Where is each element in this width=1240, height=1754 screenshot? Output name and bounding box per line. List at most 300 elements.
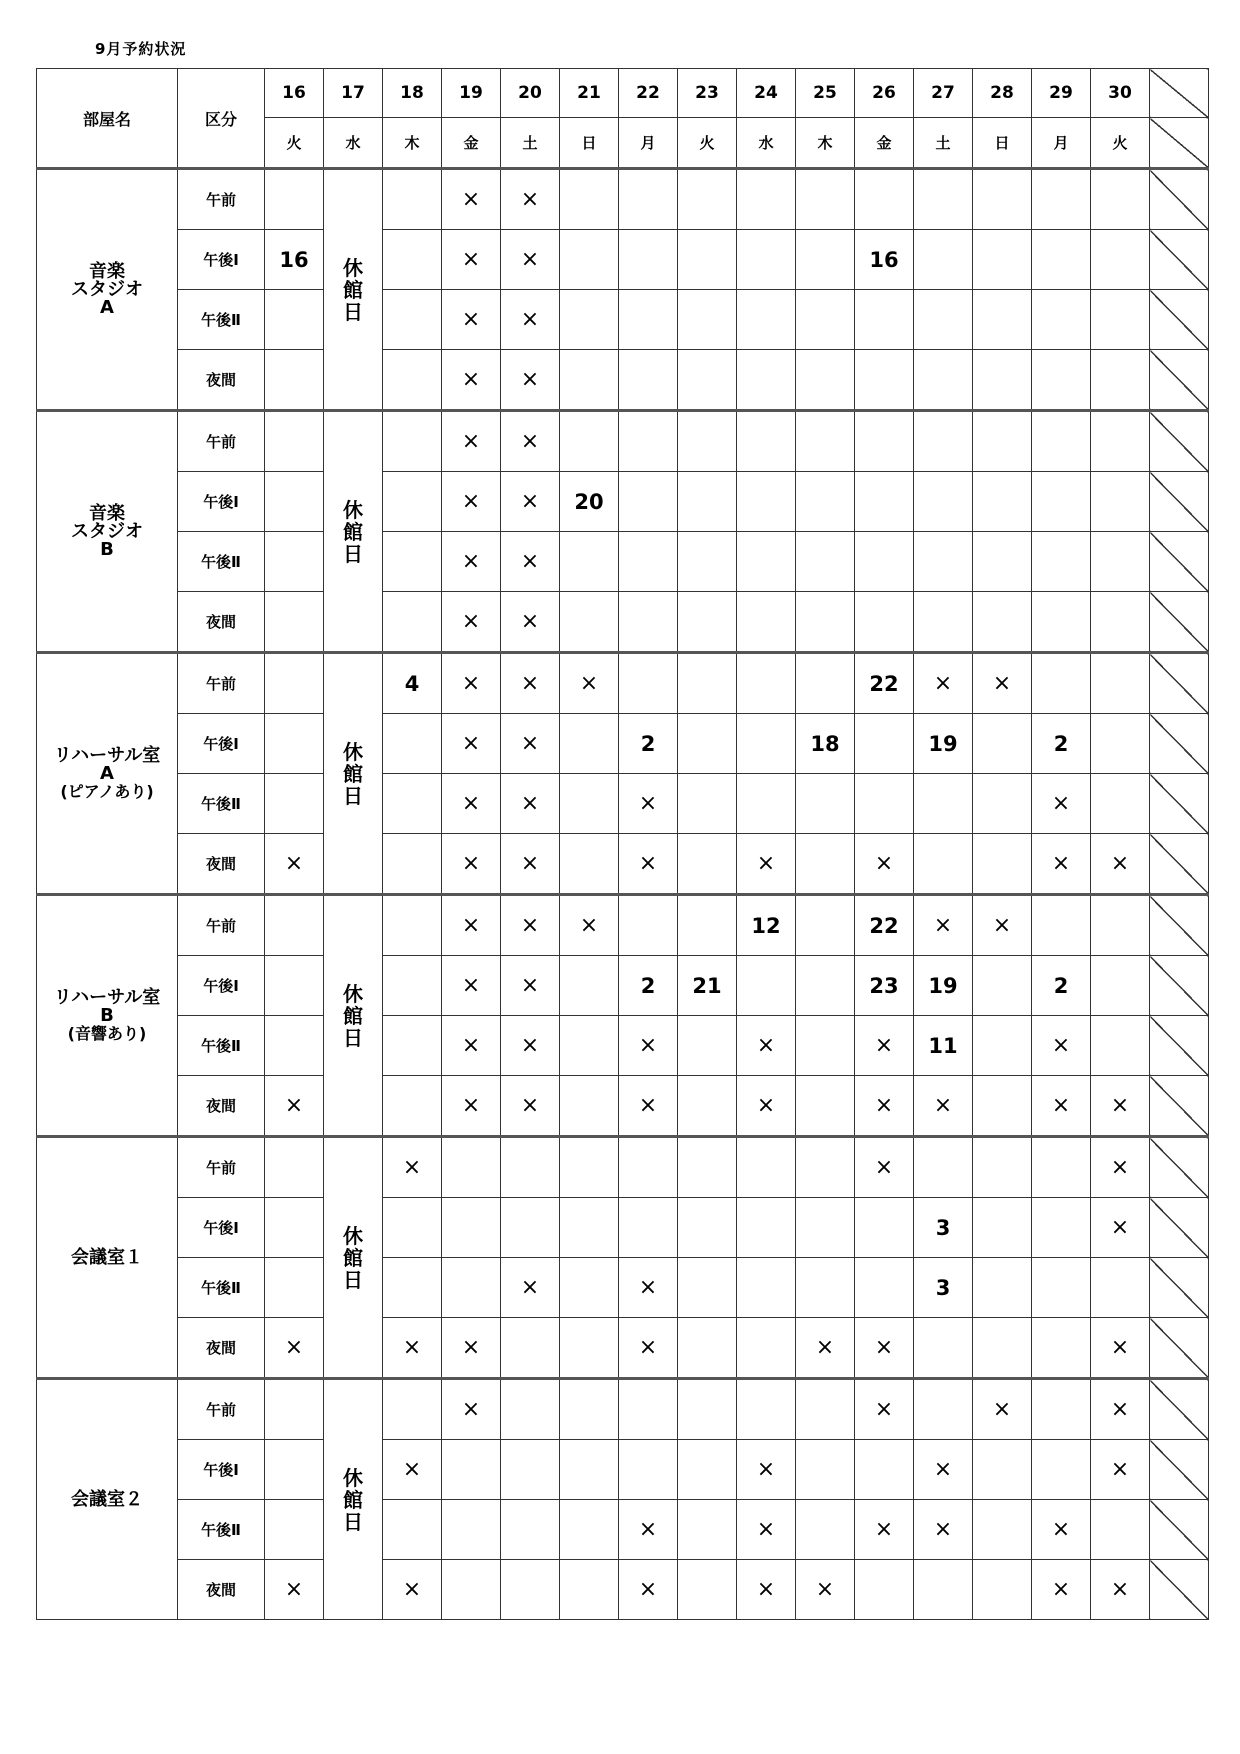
count-cell: 20	[560, 472, 619, 532]
day-header: 26	[855, 69, 914, 118]
booked-cell: ×	[1091, 1318, 1150, 1379]
booked-cell: ×	[501, 290, 560, 350]
slot-label: 夜間	[178, 592, 265, 653]
empty-cell	[1091, 956, 1150, 1016]
table-row	[37, 1560, 1209, 1620]
closed-day-char: 休	[343, 981, 363, 1006]
diagonal-blank-cell	[1150, 1016, 1209, 1076]
empty-cell	[265, 895, 324, 956]
empty-cell	[737, 1198, 796, 1258]
empty-cell	[796, 290, 855, 350]
booked-cell: ×	[265, 1560, 324, 1620]
day-header: 18	[383, 69, 442, 118]
empty-cell	[560, 1137, 619, 1198]
diagonal-blank-cell	[1150, 290, 1209, 350]
slot-label: 夜間	[178, 1076, 265, 1137]
room-name-cell	[37, 1137, 178, 1379]
empty-cell	[914, 774, 973, 834]
room-name-line: スタジオ	[71, 278, 143, 300]
booked-cell: ×	[914, 1440, 973, 1500]
empty-cell	[560, 714, 619, 774]
empty-cell	[973, 774, 1032, 834]
empty-cell	[855, 1198, 914, 1258]
room-name-cell	[37, 653, 178, 895]
empty-cell	[383, 1076, 442, 1137]
empty-cell	[265, 1440, 324, 1500]
empty-cell	[973, 1137, 1032, 1198]
booked-cell: ×	[442, 1076, 501, 1137]
empty-cell	[619, 1137, 678, 1198]
booked-cell: ×	[265, 1318, 324, 1379]
booked-cell: ×	[560, 653, 619, 714]
booked-cell: ×	[855, 1500, 914, 1560]
booked-cell: ×	[442, 350, 501, 411]
slot-label: 夜間	[178, 350, 265, 411]
empty-cell	[1091, 532, 1150, 592]
booked-cell: ×	[501, 714, 560, 774]
empty-cell	[914, 1137, 973, 1198]
room-name-line: A	[100, 296, 114, 318]
empty-cell	[914, 411, 973, 472]
booked-cell: ×	[914, 1500, 973, 1560]
empty-cell	[560, 1379, 619, 1440]
empty-cell	[914, 290, 973, 350]
booked-cell: ×	[1032, 1016, 1091, 1076]
empty-cell	[855, 774, 914, 834]
room-name-line: 会議室２	[71, 1488, 143, 1510]
booked-cell: ×	[501, 1076, 560, 1137]
booked-cell: ×	[737, 1500, 796, 1560]
empty-cell	[442, 1440, 501, 1500]
diagonal-blank-cell	[1150, 1560, 1209, 1620]
booked-cell: ×	[442, 714, 501, 774]
empty-cell	[560, 230, 619, 290]
empty-cell	[442, 1500, 501, 1560]
booked-cell: ×	[619, 1016, 678, 1076]
slot-label: 午後Ⅱ	[178, 290, 265, 350]
empty-cell	[1091, 1258, 1150, 1318]
empty-cell	[973, 592, 1032, 653]
empty-cell	[1091, 230, 1150, 290]
empty-cell	[855, 532, 914, 592]
empty-cell	[973, 411, 1032, 472]
empty-cell	[678, 774, 737, 834]
empty-cell	[560, 956, 619, 1016]
diagonal-blank-cell	[1150, 714, 1209, 774]
room-name-line: B	[100, 538, 114, 560]
empty-cell	[678, 1440, 737, 1500]
empty-cell	[855, 350, 914, 411]
empty-cell	[383, 1500, 442, 1560]
empty-cell	[678, 169, 737, 230]
booked-cell: ×	[619, 834, 678, 895]
day-header: 20	[501, 69, 560, 118]
empty-cell	[855, 1440, 914, 1500]
slot-label: 午前	[178, 169, 265, 230]
booked-cell: ×	[619, 774, 678, 834]
table-row	[37, 1076, 1209, 1137]
booked-cell: ×	[1032, 774, 1091, 834]
empty-cell	[1032, 1318, 1091, 1379]
slot-label: 夜間	[178, 1560, 265, 1620]
booked-cell: ×	[619, 1076, 678, 1137]
room-name-line: (音響あり)	[67, 1023, 147, 1043]
booked-cell: ×	[383, 1318, 442, 1379]
empty-cell	[383, 774, 442, 834]
empty-cell	[796, 532, 855, 592]
count-cell: 2	[1032, 956, 1091, 1016]
empty-cell	[973, 1076, 1032, 1137]
closed-day-char: 日	[343, 541, 363, 566]
empty-cell	[737, 653, 796, 714]
empty-cell	[796, 1076, 855, 1137]
closed-day-char: 館	[343, 1487, 363, 1512]
empty-cell	[265, 1016, 324, 1076]
table-row	[37, 290, 1209, 350]
empty-cell	[796, 350, 855, 411]
booked-cell: ×	[914, 1076, 973, 1137]
booked-cell: ×	[442, 169, 501, 230]
closed-day-char: 日	[343, 299, 363, 324]
booked-cell: ×	[501, 834, 560, 895]
empty-cell	[619, 350, 678, 411]
empty-cell	[442, 1560, 501, 1620]
empty-cell	[796, 1198, 855, 1258]
empty-cell	[796, 230, 855, 290]
count-cell: 19	[914, 714, 973, 774]
empty-cell	[560, 1560, 619, 1620]
closed-day-char: 休	[343, 255, 363, 280]
diagonal-blank-cell	[1150, 169, 1209, 230]
empty-cell	[560, 1076, 619, 1137]
slot-label: 午後Ⅰ	[178, 472, 265, 532]
empty-cell	[973, 1500, 1032, 1560]
weekday-header: 金	[442, 118, 501, 169]
closed-day-char: 日	[343, 783, 363, 808]
table-row	[37, 714, 1209, 774]
empty-cell	[796, 1137, 855, 1198]
empty-cell	[442, 1137, 501, 1198]
table-row	[37, 1440, 1209, 1500]
booked-cell: ×	[737, 1016, 796, 1076]
empty-cell	[973, 472, 1032, 532]
closed-day-char: 休	[343, 739, 363, 764]
empty-cell	[619, 532, 678, 592]
closed-day-char: 館	[343, 519, 363, 544]
count-cell: 2	[619, 956, 678, 1016]
room-name-line: (ピアノあり)	[60, 781, 154, 801]
empty-cell	[678, 1500, 737, 1560]
empty-cell	[737, 714, 796, 774]
day-header: 16	[265, 69, 324, 118]
empty-cell	[796, 1258, 855, 1318]
weekday-header: 火	[678, 118, 737, 169]
booked-cell: ×	[1032, 1560, 1091, 1620]
booked-cell: ×	[1091, 1137, 1150, 1198]
booked-cell: ×	[501, 169, 560, 230]
diagonal-blank-cell	[1150, 592, 1209, 653]
empty-cell	[1032, 169, 1091, 230]
booked-cell: ×	[442, 895, 501, 956]
empty-cell	[678, 1198, 737, 1258]
booked-cell: ×	[1091, 1379, 1150, 1440]
day-header: 17	[324, 69, 383, 118]
slot-label: 午後Ⅱ	[178, 774, 265, 834]
empty-cell	[265, 714, 324, 774]
empty-cell	[560, 1258, 619, 1318]
empty-cell	[265, 1198, 324, 1258]
empty-cell	[265, 774, 324, 834]
booked-cell: ×	[501, 411, 560, 472]
day-header: 22	[619, 69, 678, 118]
empty-cell	[678, 1258, 737, 1318]
closed-day-char: 館	[343, 1003, 363, 1028]
empty-cell	[678, 290, 737, 350]
count-cell: 19	[914, 956, 973, 1016]
room-name-line: リハーサル室	[53, 986, 161, 1008]
empty-cell	[678, 1137, 737, 1198]
diagonal-blank-cell	[1150, 1258, 1209, 1318]
empty-cell	[973, 1198, 1032, 1258]
empty-cell	[560, 290, 619, 350]
empty-cell	[678, 350, 737, 411]
slot-label: 午後Ⅰ	[178, 230, 265, 290]
slot-label: 午前	[178, 1379, 265, 1440]
empty-cell	[619, 653, 678, 714]
empty-cell	[737, 230, 796, 290]
empty-cell	[1032, 1379, 1091, 1440]
count-cell: 22	[855, 895, 914, 956]
empty-cell	[796, 1500, 855, 1560]
empty-cell	[737, 169, 796, 230]
booked-cell: ×	[501, 1016, 560, 1076]
closed-day-char: 館	[343, 1245, 363, 1270]
booked-cell: ×	[442, 411, 501, 472]
booked-cell: ×	[1032, 1076, 1091, 1137]
booked-cell: ×	[501, 230, 560, 290]
booked-cell: ×	[442, 472, 501, 532]
booked-cell: ×	[442, 774, 501, 834]
empty-cell	[914, 834, 973, 895]
diagonal-blank-cell	[1150, 1198, 1209, 1258]
empty-cell	[560, 592, 619, 653]
weekday-header: 木	[796, 118, 855, 169]
slot-label: 夜間	[178, 1318, 265, 1379]
day-header: 30	[1091, 69, 1150, 118]
diagonal-blank-cell	[1150, 69, 1209, 118]
weekday-header: 土	[914, 118, 973, 169]
booked-cell: ×	[442, 532, 501, 592]
empty-cell	[560, 1318, 619, 1379]
empty-cell	[619, 472, 678, 532]
empty-cell	[265, 1137, 324, 1198]
empty-cell	[619, 230, 678, 290]
empty-cell	[678, 834, 737, 895]
booked-cell: ×	[619, 1318, 678, 1379]
table-row	[37, 1198, 1209, 1258]
table-row	[37, 1258, 1209, 1318]
empty-cell	[796, 774, 855, 834]
closed-day-char: 館	[343, 761, 363, 786]
count-cell: 11	[914, 1016, 973, 1076]
booked-cell: ×	[442, 1016, 501, 1076]
diagonal-blank-cell	[1150, 532, 1209, 592]
empty-cell	[265, 350, 324, 411]
empty-cell	[1032, 895, 1091, 956]
diagonal-blank-cell	[1150, 1076, 1209, 1137]
booked-cell: ×	[383, 1440, 442, 1500]
weekday-header: 金	[855, 118, 914, 169]
empty-cell	[796, 592, 855, 653]
room-name-line: B	[100, 1004, 114, 1026]
empty-cell	[1032, 290, 1091, 350]
empty-cell	[737, 1318, 796, 1379]
empty-cell	[383, 1379, 442, 1440]
empty-cell	[737, 1258, 796, 1318]
empty-cell	[678, 653, 737, 714]
booked-cell: ×	[442, 592, 501, 653]
empty-cell	[501, 1137, 560, 1198]
empty-cell	[914, 169, 973, 230]
booked-cell: ×	[855, 1137, 914, 1198]
empty-cell	[383, 1016, 442, 1076]
weekday-header: 土	[501, 118, 560, 169]
empty-cell	[737, 956, 796, 1016]
diagonal-blank-cell	[1150, 350, 1209, 411]
slot-label: 午後Ⅰ	[178, 956, 265, 1016]
booked-cell: ×	[796, 1560, 855, 1620]
empty-cell	[973, 1560, 1032, 1620]
table-row	[37, 1500, 1209, 1560]
table-row	[37, 411, 1209, 472]
closed-day-char: 休	[343, 1465, 363, 1490]
empty-cell	[796, 956, 855, 1016]
empty-cell	[619, 290, 678, 350]
booked-cell: ×	[265, 834, 324, 895]
closed-day-char: 休	[343, 497, 363, 522]
empty-cell	[796, 1379, 855, 1440]
diagonal-blank-cell	[1150, 1137, 1209, 1198]
reservation-table	[36, 68, 1209, 1620]
empty-cell	[914, 350, 973, 411]
empty-cell	[855, 472, 914, 532]
empty-cell	[796, 834, 855, 895]
booked-cell: ×	[501, 532, 560, 592]
empty-cell	[796, 1016, 855, 1076]
closed-day-char: 館	[343, 277, 363, 302]
empty-cell	[1032, 1258, 1091, 1318]
booked-cell: ×	[855, 1016, 914, 1076]
empty-cell	[737, 1379, 796, 1440]
empty-cell	[796, 653, 855, 714]
empty-cell	[678, 1016, 737, 1076]
empty-cell	[265, 472, 324, 532]
diagonal-blank-cell	[1150, 411, 1209, 472]
table-row	[37, 230, 1209, 290]
empty-cell	[1032, 1440, 1091, 1500]
booked-cell: ×	[1091, 1198, 1150, 1258]
booked-cell: ×	[265, 1076, 324, 1137]
empty-cell	[560, 774, 619, 834]
empty-cell	[737, 532, 796, 592]
empty-cell	[1091, 1016, 1150, 1076]
empty-cell	[737, 472, 796, 532]
booked-cell: ×	[855, 1318, 914, 1379]
empty-cell	[501, 1379, 560, 1440]
empty-cell	[678, 895, 737, 956]
day-header: 21	[560, 69, 619, 118]
count-cell: 4	[383, 653, 442, 714]
day-header: 27	[914, 69, 973, 118]
empty-cell	[383, 290, 442, 350]
empty-cell	[383, 714, 442, 774]
booked-cell: ×	[737, 1440, 796, 1500]
empty-cell	[501, 1198, 560, 1258]
empty-cell	[678, 1076, 737, 1137]
empty-cell	[619, 1198, 678, 1258]
booked-cell: ×	[501, 592, 560, 653]
booked-cell: ×	[619, 1500, 678, 1560]
slot-label: 午後Ⅰ	[178, 714, 265, 774]
slot-label: 午後Ⅰ	[178, 1198, 265, 1258]
empty-cell	[973, 956, 1032, 1016]
count-cell: 23	[855, 956, 914, 1016]
diagonal-blank-cell	[1150, 1318, 1209, 1379]
empty-cell	[265, 290, 324, 350]
empty-cell	[560, 350, 619, 411]
empty-cell	[973, 290, 1032, 350]
weekday-header: 火	[265, 118, 324, 169]
count-cell: 21	[678, 956, 737, 1016]
empty-cell	[737, 411, 796, 472]
empty-cell	[501, 1560, 560, 1620]
page-title: 9月予約状況	[95, 40, 187, 58]
room-name-cell	[37, 1379, 178, 1620]
empty-cell	[619, 592, 678, 653]
slot-label: 午前	[178, 411, 265, 472]
empty-cell	[619, 1379, 678, 1440]
table-row	[37, 895, 1209, 956]
weekday-header: 月	[1032, 118, 1091, 169]
empty-cell	[678, 1560, 737, 1620]
empty-cell	[973, 532, 1032, 592]
slot-label: 午前	[178, 1137, 265, 1198]
diagonal-blank-cell	[1150, 956, 1209, 1016]
room-name-line: A	[100, 762, 114, 784]
closed-day-cell	[324, 1379, 383, 1620]
empty-cell	[737, 350, 796, 411]
booked-cell: ×	[1091, 1440, 1150, 1500]
booked-cell: ×	[560, 895, 619, 956]
count-cell: 16	[265, 230, 324, 290]
empty-cell	[442, 1198, 501, 1258]
table-row	[37, 956, 1209, 1016]
diagonal-blank-cell	[1150, 1440, 1209, 1500]
weekday-header: 月	[619, 118, 678, 169]
empty-cell	[619, 1440, 678, 1500]
booked-cell: ×	[1091, 1560, 1150, 1620]
table-row	[37, 834, 1209, 895]
booked-cell: ×	[383, 1137, 442, 1198]
booked-cell: ×	[855, 834, 914, 895]
empty-cell	[560, 1016, 619, 1076]
booked-cell: ×	[501, 1258, 560, 1318]
booked-cell: ×	[855, 1379, 914, 1440]
empty-cell	[501, 1440, 560, 1500]
booked-cell: ×	[737, 1560, 796, 1620]
empty-cell	[383, 472, 442, 532]
table-row	[37, 1318, 1209, 1379]
